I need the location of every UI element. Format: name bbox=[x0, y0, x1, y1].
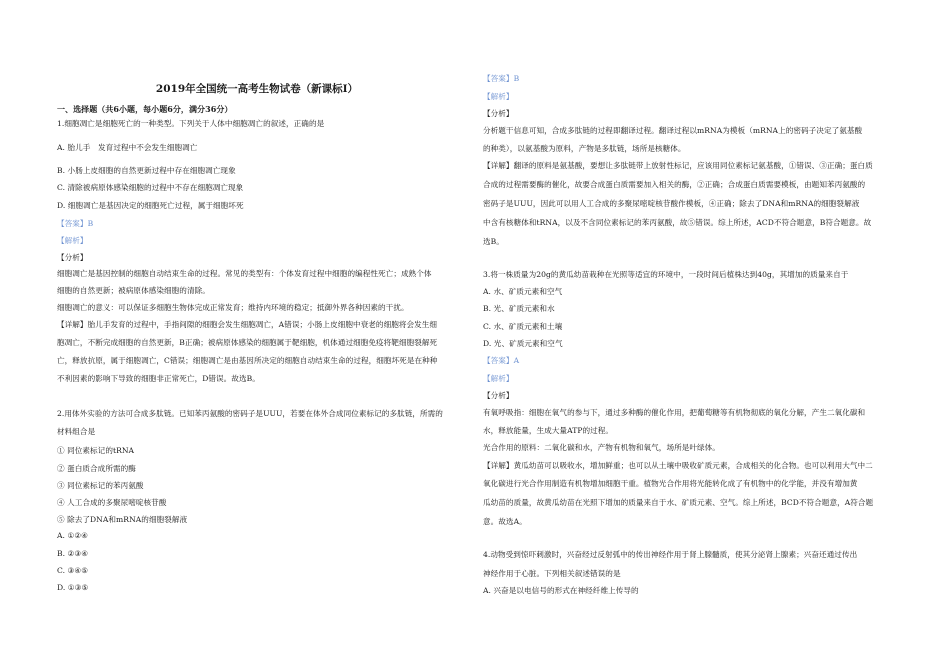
q2-option-d: D. ①③⑤ bbox=[57, 583, 89, 592]
q3-detail-line-2: 氧化碳进行光合作用制造有机物增加细胞干重。植物光合作用将光能转化成了有机物中的化学能，并没有增加黄 bbox=[483, 479, 858, 488]
q1-detail-line-3: 亡，释放抗原，属于细胞凋亡，C错误；细胞凋亡是由基因所决定的细胞自动结束生命的过程，细胞坏死是在种种 bbox=[57, 356, 438, 365]
q1-detail-text: 胎儿手发育的过程中，手指间隙的细胞会发生细胞凋亡，A错误；小肠上皮细胞中衰老的细胞将会发生细 bbox=[87, 320, 438, 329]
q1-option-b: B. 小肠上皮细胞的自然更新过程中存在细胞凋亡现象 bbox=[57, 166, 236, 175]
q2-analysis-tag: 【解析】 bbox=[483, 92, 514, 101]
q2-detail-label: 【详解】 bbox=[483, 161, 514, 170]
q2-analysis-line-2: 的种类），以氨基酸为原料，产物是多肽链，场所是核糖体。 bbox=[483, 144, 686, 153]
q2-item-2: ② 蛋白质合成所需的酶 bbox=[57, 464, 136, 473]
q2-answer: 【答案】B bbox=[483, 74, 520, 83]
section-heading: 一、选择题（共6小题，每小题6分，满分36分） bbox=[57, 104, 233, 114]
q1-analysis-line-3: 细胞凋亡的意义：可以保证多细胞生物体完成正常发育；维持内环境的稳定；抵御外界各种因素的干扰。 bbox=[57, 303, 409, 312]
q1-option-d: D. 细胞凋亡是基因决定的细胞死亡过程，属于细胞坏死 bbox=[57, 201, 244, 210]
q3-analysis-line-2: 水，释放能量，生成大量ATP的过程。 bbox=[483, 426, 614, 435]
q2-detail-line-5: 选B。 bbox=[483, 237, 504, 246]
q3-detail-text: 黄瓜幼苗可以吸收水，增加鲜重；也可以从土壤中吸收矿质元素，合成相关的化合物。也可以利用大气中二 bbox=[513, 461, 873, 470]
q3-option-c: C. 水、矿质元素和土壤 bbox=[483, 322, 563, 331]
q1-analysis-tag: 【解析】 bbox=[57, 236, 88, 245]
q4-stem-line-2: 神经作用于心脏。下列相关叙述错误的是 bbox=[483, 569, 621, 578]
q1-detail-line-4: 不利因素的影响下导致的细胞非正常死亡，D错误。故选B。 bbox=[57, 374, 260, 383]
q3-detail-line-1 bbox=[483, 461, 873, 471]
q1-analysis-line-2: 细胞的自然更新；被病原体感染细胞的清除。 bbox=[57, 286, 210, 295]
q3-answer: 【答案】A bbox=[483, 356, 520, 365]
q2-analysis-head: 【分析】 bbox=[483, 109, 514, 118]
q2-item-4: ④ 人工合成的多聚尿嘧啶核苷酸 bbox=[57, 498, 167, 507]
q1-option-c: C. 清除被病原体感染细胞的过程中不存在细胞凋亡现象 bbox=[57, 183, 244, 192]
q2-option-a: A. ①②④ bbox=[57, 531, 89, 540]
q1-detail-label: 【详解】 bbox=[57, 320, 88, 329]
q3-option-a: A. 水、矿质元素和空气 bbox=[483, 287, 563, 296]
q1-answer: 【答案】B bbox=[57, 219, 94, 228]
q1-analysis-line-1: 细胞凋亡是基因控制的细胞自动结束生命的过程。常见的类型有：个体发育过程中细胞的编程性死亡；成熟个体 bbox=[57, 269, 432, 278]
q2-detail-line-1 bbox=[483, 161, 873, 171]
q3-option-d: D. 光、矿质元素和空气 bbox=[483, 339, 563, 348]
q2-detail-text: 翻译的原料是氨基酸，要想让多肽链带上放射性标记，应该用同位素标记氨基酸，①错误、③正确；蛋白质 bbox=[513, 161, 873, 170]
q2-detail-line-2: 合成的过程需要酶的催化，故要合成蛋白质需要加入相关的酶，②正确；合成蛋白质需要模板，由题知苯丙氨酸的 bbox=[483, 180, 866, 189]
q2-option-b: B. ②③④ bbox=[57, 549, 89, 558]
q3-stem: 3.将一株质量为20g的黄瓜幼苗栽种在光照等适宜的环境中，一段时间后植株达到40g，其增加的质量来自于 bbox=[483, 270, 849, 279]
q4-stem-line-1: 4.动物受到惊吓刺激时，兴奋经过反射弧中的传出神经作用于肾上腺髓质，使其分泌肾上腺素；兴奋还通过传出 bbox=[483, 550, 858, 559]
q2-stem-line-2: 材料组合是 bbox=[57, 427, 96, 436]
q2-analysis-line-1: 分析题干信息可知，合成多肽链的过程即翻译过程。翻译过程以mRNA为模板（mRNA上的密码子决定了氨基酸 bbox=[483, 126, 863, 135]
q2-option-c: C. ③④⑤ bbox=[57, 566, 89, 575]
paper-title: 2019年全国统一高考生物试卷（新课标Ⅰ） bbox=[155, 83, 359, 95]
q2-item-3: ③ 同位素标记的苯丙氨酸 bbox=[57, 481, 144, 490]
q2-detail-line-4: 中含有核糖体和tRNA，以及不含同位素标记的苯丙氨酸，故⑤错误。综上所述，ACD不符合题意，B符合题意。故 bbox=[483, 218, 872, 227]
q3-analysis-head: 【分析】 bbox=[483, 391, 514, 400]
q3-detail-label: 【详解】 bbox=[483, 461, 514, 470]
q2-stem-line-1: 2.用体外实验的方法可合成多肽链。已知苯丙氨酸的密码子是UUU，若要在体外合成同位素标记的多肽链，所需的 bbox=[57, 409, 443, 418]
q1-detail-line-1 bbox=[57, 320, 437, 330]
q3-analysis-line-3: 光合作用的原料：二氧化碳和水，产物有机物和氧气，场所是叶绿体。 bbox=[483, 443, 720, 452]
q3-detail-line-3: 瓜幼苗的质量，故黄瓜幼苗在光照下增加的质量来自于水、矿质元素、空气。综上所述，BCD不符合题意，A符合题 bbox=[483, 498, 874, 507]
q3-analysis-line-1: 有氧呼吸指：细胞在氧气的参与下，通过多种酶的催化作用，把葡萄糖等有机物彻底的氧化分解，产生二氧化碳和 bbox=[483, 408, 866, 417]
q1-option-a: A. 胎儿手 发育过程中不会发生细胞凋亡 bbox=[57, 143, 198, 152]
q2-item-5: ⑤ 除去了DNA和mRNA的细胞裂解液 bbox=[57, 515, 188, 524]
q3-analysis-tag: 【解析】 bbox=[483, 374, 514, 383]
q1-stem: 1.细胞凋亡是细胞死亡的一种类型。下列关于人体中细胞凋亡的叙述，正确的是 bbox=[57, 119, 325, 128]
q1-analysis-head: 【分析】 bbox=[57, 253, 88, 262]
q3-option-b: B. 光、矿质元素和水 bbox=[483, 304, 555, 313]
q2-item-1: ① 同位素标记的tRNA bbox=[57, 446, 135, 455]
q4-option-a: A. 兴奋是以电信号的形式在神经纤维上传导的 bbox=[483, 586, 639, 595]
q1-detail-line-2: 胞凋亡，不断完成细胞的自然更新，B正确；被病原体感染的细胞属于靶细胞，机体通过细胞免疫将靶细胞裂解死 bbox=[57, 338, 438, 347]
q2-detail-line-3: 密码子是UUU，因此可以用人工合成的多聚尿嘧啶核苷酸作模板，④正确；除去了DNA和mRNA的细胞裂解液 bbox=[483, 199, 860, 208]
q3-detail-line-4: 意。故选A。 bbox=[483, 517, 527, 526]
